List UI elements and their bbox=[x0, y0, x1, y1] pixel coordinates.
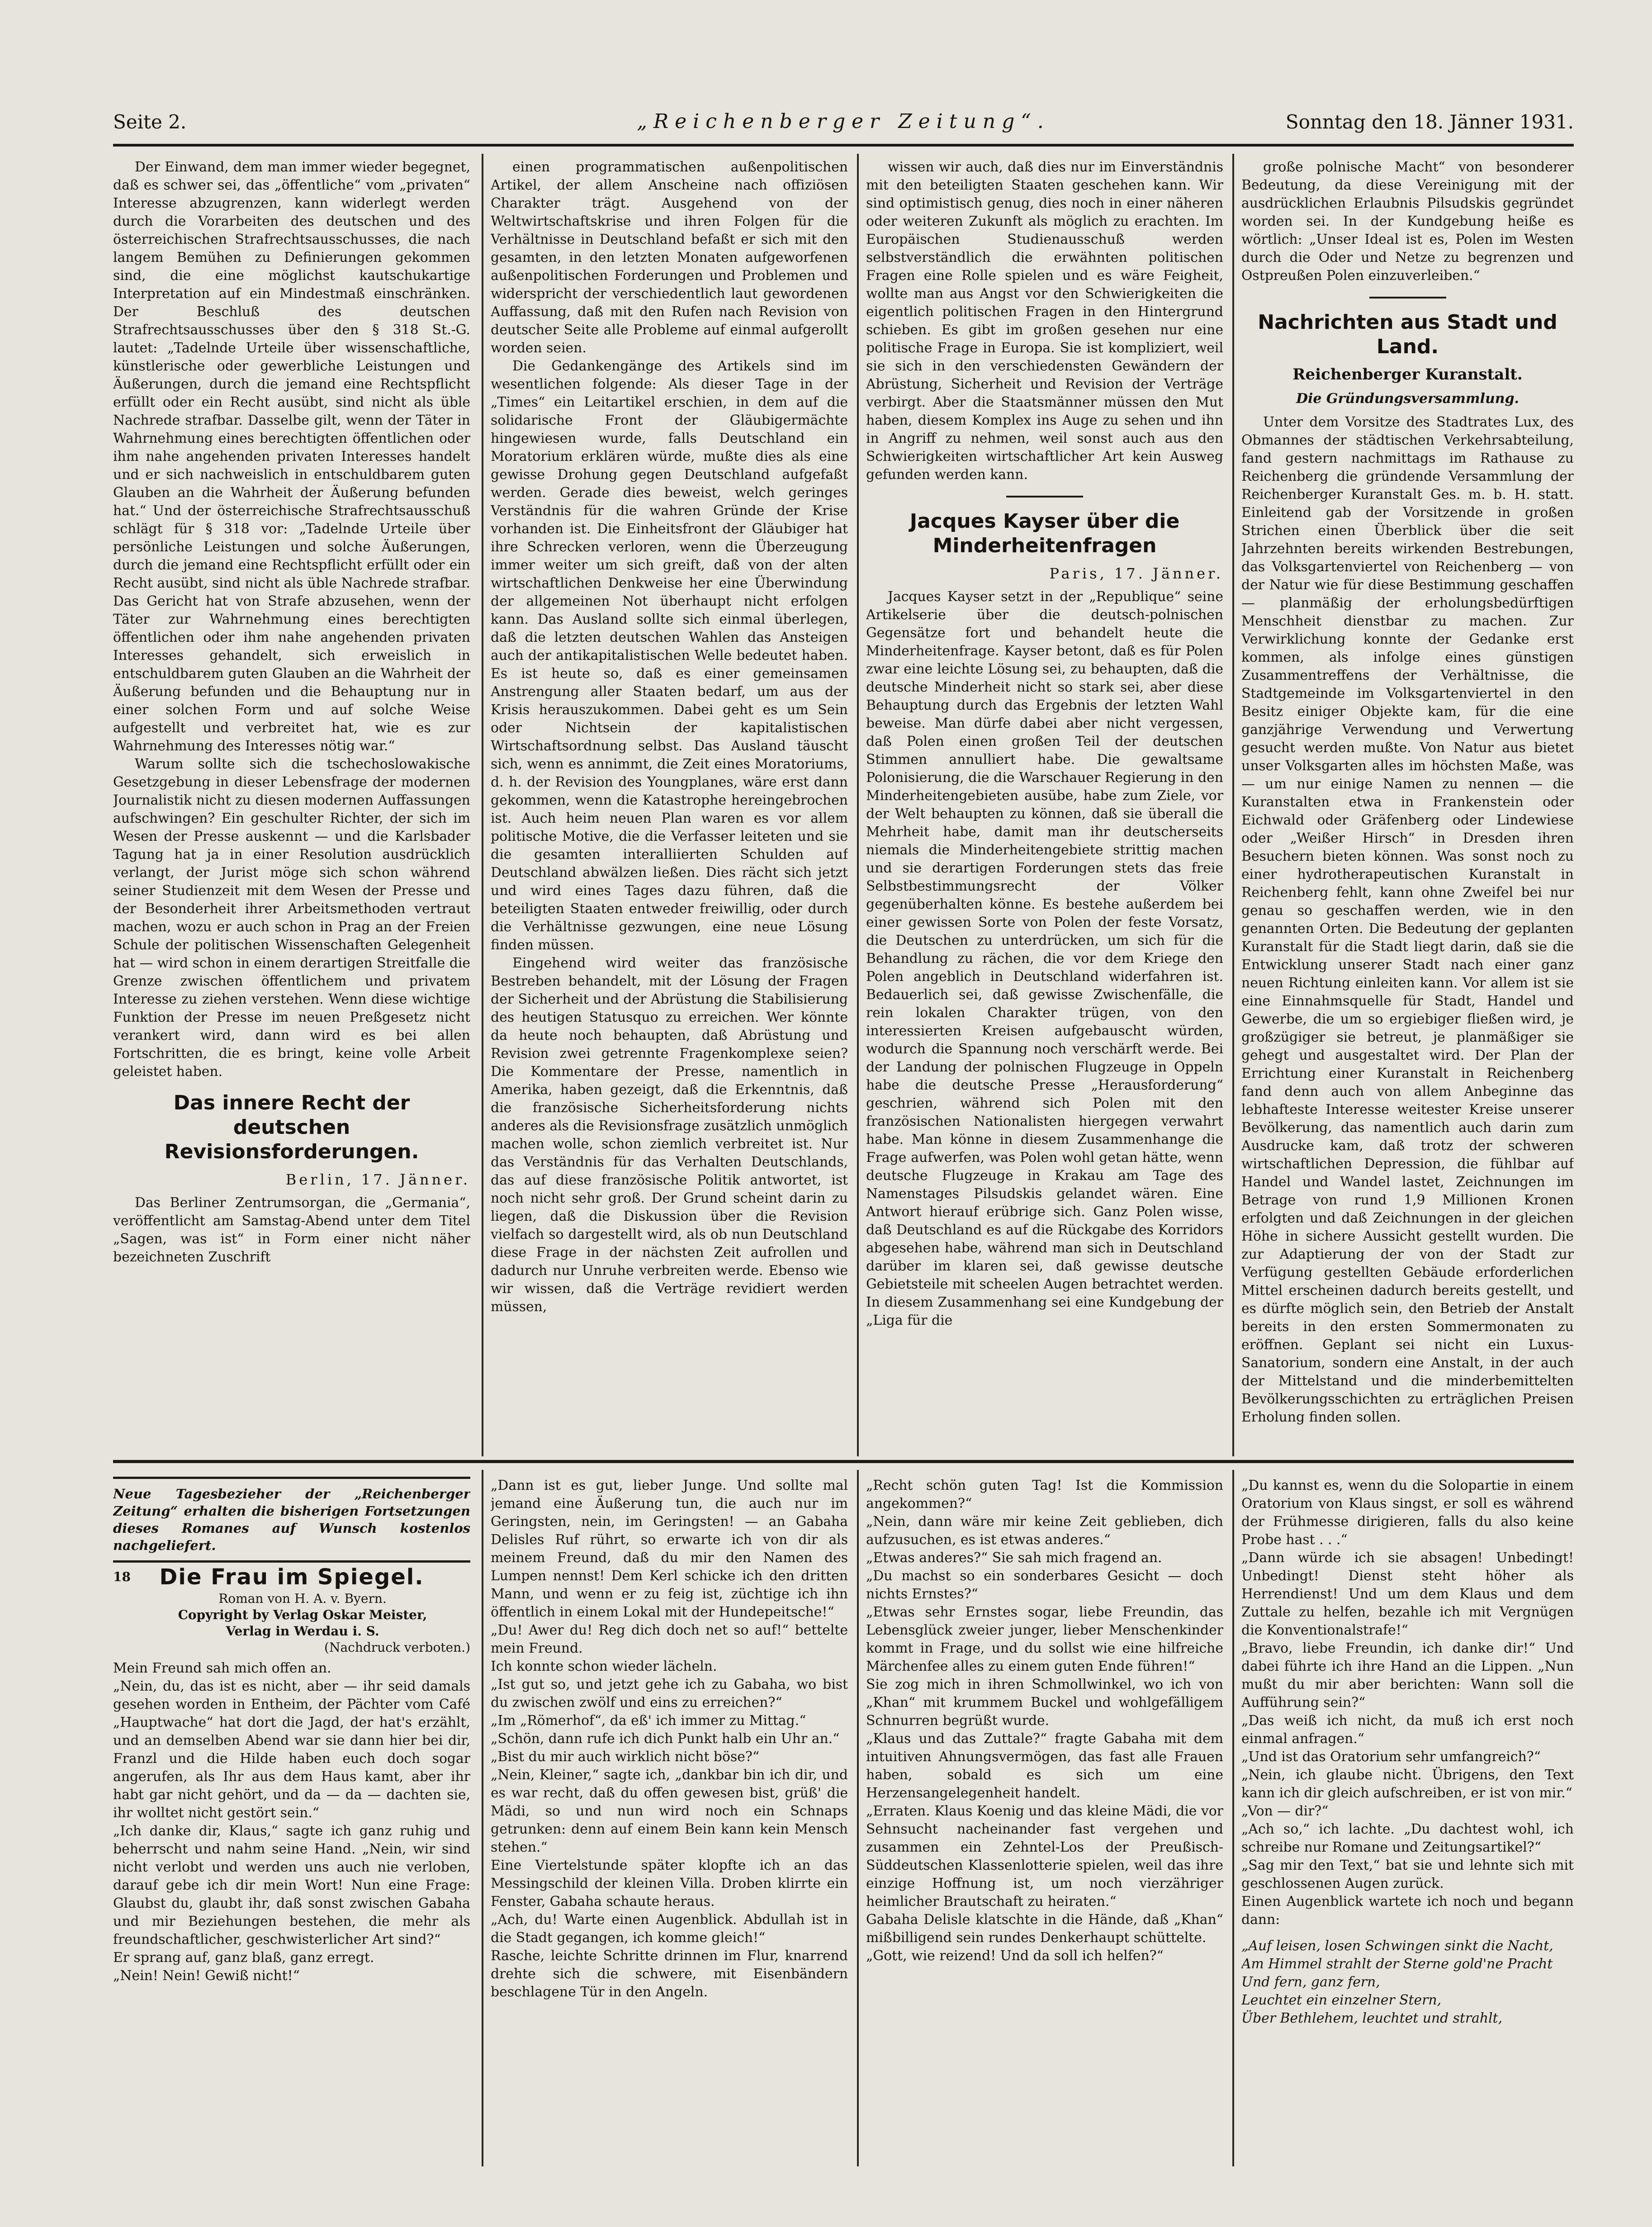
novel-title-block bbox=[113, 1564, 470, 1590]
section-separator bbox=[1369, 297, 1446, 299]
section-separator bbox=[1006, 496, 1083, 498]
novel-column-1 bbox=[113, 1477, 470, 2164]
poem-excerpt bbox=[1241, 1937, 1574, 2028]
article-column-1 bbox=[113, 158, 470, 1456]
novel-column-2 bbox=[491, 1477, 848, 2164]
novel-text: Mein Freund sah mich offen an. „Nein, du, das ist es nicht, aber — ihr seid damals gesehen worden in Entheim, der Pächter vom Café „Hauptwache“ hat dort die Jagd, der hat's erzählt, und an demselben Abend war sie dann hier bei dir, Franzl und die Hilde haben euch doch sogar angerufen, als Ihr aus dem Haus kamt, aber ihr habt gar nicht gehört, und da — da — dachten sie, ihr wolltet nicht gestört sein.“ „Ich danke dir, Klaus,“ sagte ich ganz ruhig und beherrscht und nahm seine Hand. „Nein, wir sind nicht verlobt und werden uns auch nie verloben, darauf gebe ich dir mein Wort! Nun eine Frage: Glaubst du, glaubt ihr, daß sonst zwischen Gabaha und mir Beziehungen bestehen, die mehr als freundschaftlicher, geschwisterlicher Art sind?“ Er sprang auf, ganz blaß, ganz erregt. „Nein! Nein! Gewiß nicht!“ bbox=[113, 1660, 470, 1984]
masthead: „Reichenberger Zeitung“. bbox=[637, 110, 1050, 133]
header-rule bbox=[113, 144, 1574, 147]
article-paragraph: Warum sollte sich die tschechoslowakische Gesetzgebung in dieser Lebensfrage der modernen Journalistik nicht zu diesen modernen Auffassungen aufschwingen? Ein geschulter Richter, der sich im Wesen der Presse auskennt — und die Karlsbader Tagung hat ja in einer Resolution ausdrücklich verlangt, der Jurist möge sich schon während seiner Studienzeit mit dem Wesen der Presse und der Besonderheit ihrer Arbeitsmethoden vertraut machen, wozu er auch schon in Prag an der Freien Schule der politischen Wissenschaften Gelegenheit hat — wird schon in einem derartigen Streitfalle die Grenze zwischen öffentlichem und privatem Interesse zu ziehen verstehen. Wenn diese wichtige Funktion der Presse im neuen Preßgesetz nicht verankert wird, dann wird es bei allen Fortschritten, die es bringt, keine volle Arbeit geleistet haben. bbox=[113, 756, 470, 1080]
poem-line: Leuchtet ein einzelner Stern, bbox=[1241, 1992, 1442, 2008]
novel-column-4 bbox=[1241, 1477, 1574, 2164]
installment-number: 18 bbox=[113, 1569, 131, 1584]
novel-author: Roman von H. A. v. Byern. bbox=[218, 1591, 387, 1606]
article-dateline: Berlin, 17. Jänner. bbox=[285, 1171, 470, 1188]
column-rule bbox=[482, 154, 483, 1456]
column-rule bbox=[482, 1470, 483, 2166]
article-column-4 bbox=[1241, 158, 1574, 1456]
article-headline: Das innere Recht der deutschen Revisionsforderungen. bbox=[164, 1091, 419, 1163]
feuilleton-divider bbox=[113, 1460, 1574, 1463]
novel-title: Die Frau im Spiegel. bbox=[159, 1564, 424, 1590]
section-headline: Nachrichten aus Stadt und Land. bbox=[1258, 311, 1557, 358]
article-paragraph: Die Gedankengänge des Artikels sind im wesentlichen folgende: Als dieser Tage in der „Times“ ein Leitartikel erschien, in dem auf die solidarische Front der Gläubigermächte hingewiesen wurde, falls Deutschland ein Moratorium erklären würde, mußte dies als eine gewisse Drohung gegen Deutschland aufgefaßt werden. Gerade dies beweist, welch geringes Verständnis für die wahren Gründe der Krise vorhanden ist. Die Einheitsfront der Gläubiger hat ihre Schrecken verloren, wenn die Überzeugung immer weiter um sich greift, daß von der alten wirtschaftlichen Denkweise her eine Überwindung der allgemeinen Not überhaupt nicht erfolgen kann. Das Ausland sollte sich einmal überlegen, daß die letzten deutschen Wahlen das Ansteigen auch der antikapitalistischen Welle bedeutet haben. Es ist heute so, daß es einer gemeinsamen Anstrengung aller Staaten bedarf, um aus der Krisis herauszukommen. Dabei geht es um Sein oder Nichtsein der kapitalistischen Wirtschaftsordnung selbst. Das Ausland täuscht sich, wenn es annimmt, die Zeit eines Moratoriums, d. h. der Revision des Youngplanes, wäre erst dann gekommen, wenn die Katastrophe hereingebrochen ist. Auch heim neuen Plan waren es vor allem politische Motive, die die Verfasser leiteten und sie die gesamten interalliierten Schulden auf Deutschland abwälzen ließen. Dies rächt sich jetzt und wird eines Tages dazu führen, daß die beteiligten Staaten entweder freiwillig, oder durch die Verhältnisse gezwungen, eine neue Lösung finden müssen. bbox=[491, 358, 848, 953]
article-subheadline: Die Gründungsversammlung. bbox=[1296, 391, 1519, 407]
subscriber-notice: Neue Tagesbezieher der „Reichenberger Zeitung“ erhalten die bisherigen Fortsetzungen dieses Romanes auf Wunsch kostenlos nachgeliefert. bbox=[113, 1477, 470, 1563]
publisher-line: Verlag in Werdau i. S. bbox=[226, 1624, 379, 1639]
page-header bbox=[113, 97, 1574, 147]
article-paragraph: Jacques Kayser setzt in der „Republique“ seine Artikelserie über die deutsch-polnischen Gegensätze fort und behandelt heute die Minderheitenfrage. Kayser betont, daß es für Polen zwar eine leichte Lösung sei, zu behaupten, daß die deutsche Minderheit nicht so stark sei, aber diese Behauptung durch das Ergebnis der letzten Wahl beweise. Man dürfe dabei aber nicht vergessen, daß Polen einen großen Teil der deutschen Stimmen annulliert habe. Die gewaltsame Polonisierung, die die Warschauer Regierung in den Minderheitengebieten ausübe, habe zum Ziele, vor der Welt behaupten zu können, daß sie überall die Mehrheit habe, damit man ihr deutscherseits niemals die Minderheitengebiete strittig machen und sie derartigen Forderungen stets das freie Selbstbestimmungsrecht der Völker gegenüberhalten könne. Es bestehe außerdem bei einer gewissen Sorte von Polen der feste Vorsatz, die Deutschen zu unterdrücken, um sich für die Behandlung zu rächen, die vor dem Kriege den Polen angeblich in Deutschland widerfahren ist. Bedauerlich sei, daß gewisse Zwischenfälle, die rein lokalen Charakter trügen, von den interessierten Kreisen aufgebauscht würden, wodurch die Spannung noch verschärft werde. Bei der Landung der polnischen Flugzeuge in Oppeln habe die deutsche Presse „Herausforderung“ geschrien, während sich Polen mit den französischen Nationalisten hiergegen verwahrt habe. Man könne in diesem Zusammenhange die Frage aufwerfen, was Polen wohl getan hätte, wenn deutsche Flugzeuge in Krakau am Tage des Namenstages Pilsudskis gelandet wären. Eine Antwort hierauf erübrige sich. Ganz Polen wisse, daß Deutschland es auf die Rückgabe des Korridors abgesehen habe, während man sich in Deutschland darüber im klaren sei, daß gewisse deutsche Gebietsteile mit scheelen Augen betrachtet werden. In diesem Zusammenhang sei eine Kundgebung der „Liga für die bbox=[866, 589, 1223, 1328]
poem-line: Und fern, ganz fern, bbox=[1241, 1974, 1380, 1990]
article-paragraph: Eingehend wird weiter das französische Bestreben behandelt, mit der Lösung der Fragen der Sicherheit und der Abrüstung die Stabilisierung des heutigen Statusquo zu erreichen. Wer könnte da heute noch behaupten, daß Abrüstung und Revision zwei getrennte Fragenkomplexe seien? Die Kommentare der Presse, namentlich in Amerika, haben gezeigt, daß die Erkenntnis, daß die französische Sicherheitsforderung nichts anderes als die Revisionsfrage zusätzlich unmöglich machen wolle, schon ziemlich verbreitet ist. Nur das Verständnis für das Verhalten Deutschlands, das auf diese französische Politik antwortet, ist noch nicht sehr groß. Der Grund scheint darin zu liegen, daß die Diskussion über die Revision vielfach so dargestellt wird, als ob nun Deutschland diese Frage in der nächsten Zeit aufrollen und dadurch nur Unruhe verbreiten werde. Ebenso wie wir wissen, daß die Verträge revidiert werden müssen, bbox=[491, 955, 848, 1315]
column-rule bbox=[857, 154, 859, 1456]
copyright-line: Copyright by Verlag Oskar Meister, bbox=[178, 1607, 427, 1622]
article-paragraph: große polnische Macht“ von besonderer Bedeutung, da diese Vereinigung mit der ausdrücklichen Erlaubnis Pilsudskis gegründet worden sei. In der Kundgebung heiße es wörtlich: „Unser Ideal ist es, Polen im Westen durch die Oder und Netze zu begrenzen und Ostpreußen Polen einzuverleiben.“ bbox=[1241, 159, 1574, 284]
article-paragraph: Unter dem Vorsitze des Stadtrates Lux, des Obmannes der städtischen Verkehrsabteilung, fand gestern nachmittags im Rathause zu Reichenberg die gründende Versammlung der Reichenberger Kuranstalt Ges. m. b. H. statt. Einleitend gab der Vorsitzende in großen Strichen einen Überblick über die seit Jahrzehnten bereits wirkenden Bestrebungen, das Volksgartenviertel von Reichenberg — von der Natur wie für diese Bestimmung geschaffen — planmäßig der erholungsbedürftigen Menschheit dienstbar zu machen. Zur Verwirklichung konnte der Gedanke erst kommen, als infolge eines günstigen Zusammentreffens der Verhältnisse, die Stadtgemeinde im Volksgartenviertel in den Besitz einiger Objekte kam, für die eine ganzjährige Verwendung und Verwertung gesucht werden mußte. Von Natur aus bietet unser Volksgarten alles im höchsten Maße, was — um nur einige Namen zu nennen — die Kuranstalten etwa in Frankenstein oder Eichwald oder Gräfenberg oder Lindewiese oder „Weißer Hirsch“ in Dresden ihren Besuchern bieten können. Was sonst noch zu einer hydrotherapeutischen Kuranstalt in Reichenberg fehlt, kann ohne Zweifel bei nur genau so geschaffen werden, wie in den genannten Orten. Die Bedeutung der geplanten Kuranstalt für die Stadt liegt darin, daß sie die Entwicklung unserer Stadt nach einer ganz neuen Richtung einleiten kann. Vor allem ist sie eine Einnahmsquelle für Stadt, Handel und Gewerbe, die um so ergiebiger fließen wird, je großzügiger sie betreut, je planmäßiger sie gehegt und ausgestaltet wird. Der Plan der Errichtung einer Kuranstalt in Reichenberg fand denn auch von allem Anbeginne das lebhafteste Interesse weitester Kreise unserer Bevölkerung, das namentlich auch darin zum Ausdrucke kam, daß trotz der schweren wirtschaftlichen Depression, die fühlbar auf Handel und Wandel lastet, Zeichnungen im Betrage von rund 1,9 Millionen Kronen erfolgten und daß Zeichnungen in der gleichen Höhe in sichere Aussicht gestellt wurden. Die zur Adaptierung der von der Stadt zur Verfügung gestellten Gebäude erforderlichen Mittel erscheinen dadurch bereits gestellt, und es dürfte möglich sein, den Betrieb der Anstalt bereits in den ersten Sommermonaten zu eröffnen. Geplant sei nicht ein Luxus-Sanatorium, sondern eine Anstalt, in der auch der Mittelstand und die minderbemittelten Bevölkerungsschichten zu erträglichen Preisen Erholung finden sollen. bbox=[1241, 414, 1574, 1425]
article-paragraph: einen programmatischen außenpolitischen Artikel, der allem Anscheine nach offiziösen Charakter trägt. Ausgehend von der Weltwirtschaftskrise und ihren Folgen für die Verhältnisse in Deutschland befaßt er sich mit den gesamten, in den letzten Monaten aufgeworfenen außenpolitischen Forderungen und Problemen und widerspricht der verschiedentlich laut gewordenen Auffassung, daß mit den Rufen nach Revision von deutscher Seite alle Probleme auf einmal aufgerollt worden seien. bbox=[491, 159, 848, 356]
column-rule bbox=[1232, 1470, 1234, 2166]
page-number: Seite 2. bbox=[113, 111, 187, 133]
article-headline: Reichenberger Kuranstalt. bbox=[1292, 365, 1523, 384]
article-paragraph: wissen wir auch, daß dies nur im Einverständnis mit den beteiligten Staaten geschehen kann. Wir sind optimistisch genug, dies noch in einer näheren oder weiteren Zukunft als möglich zu erachten. Im Europäischen Studienausschuß werden selbstverständlich die erwähnten politischen Fragen eine Rolle spielen und es wäre Feigheit, wollte man aus Angst vor den Schwierigkeiten die eigentlich politischen Fragen in den Hintergrund schieben. Es gibt im großen gesehen nur eine politische Frage in Europa. Sie ist kompliziert, weil sie sich in den verschiedensten Gewändern der Abrüstung, Sicherheit und Revision der Verträge verbirgt. Aber die Staatsmänner müssen den Mut haben, diesem Komplex ins Auge zu sehen und ihn in Angriff zu nehmen, weil sonst auch aus den Schwierigkeiten wirtschaftlicher Art kein Ausweg gefunden werden kann. bbox=[866, 159, 1223, 483]
column-rule bbox=[1232, 154, 1234, 1456]
novel-text: „Recht schön guten Tag! Ist die Kommission angekommen?“ „Nein, dann wäre mir keine Zeit geblieben, dich aufzusuchen, es ist etwas anderes.“ „Etwas anderes?“ Sie sah mich fragend an. „Du machst so ein sonderbares Gesicht — doch nichts Ernstes?“ „Etwas sehr Ernstes sogar, liebe Freundin, das Lebensglück zweier junger, lieber Menschenkinder kommt in Frage, und du sollst wie eine hilfreiche Märchenfee alles zu einem guten Ende führen!“ Sie zog mich in ihren Schmollwinkel, wo ich von „Khan“ mit krummem Buckel und wohlgefälligem Schnurren begrüßt wurde. „Klaus und das Zuttale?“ fragte Gabaha mit dem intuitiven Ahnungsvermögen, das fast alle Frauen haben, sobald es sich um eine Herzensangelegenheit handelt. „Erraten. Klaus Koenig und das kleine Mädi, die vor Sehnsucht nacheinander fast vergehen und zusammen ein Zehntel-Los der Preußisch-Süddeutschen Klassenlotterie spielen, weil das ihre einzige Hoffnung ist, um noch vierzähriger heimlicher Brautschaft zu heiraten.“ Gabaha Delisle klatschte in die Hände, daß „Khan“ mißbilligend sein rundes Denkerhaupt schüttelte. „Gott, wie reizend! Und da soll ich helfen?“ bbox=[866, 1478, 1223, 1964]
article-dateline: Paris, 17. Jänner. bbox=[1049, 565, 1223, 582]
issue-date: Sonntag den 18. Jänner 1931. bbox=[1285, 111, 1574, 133]
column-rule bbox=[857, 1470, 859, 2166]
article-column-2 bbox=[491, 158, 848, 1456]
article-paragraph: Das Berliner Zentrumsorgan, die „Germania“, veröffentlicht am Samstag-Abend unter dem Titel „Sagen, was ist“ in Form einer nicht näher bezeichneten Zuschrift bbox=[113, 1195, 470, 1265]
article-column-3 bbox=[866, 158, 1223, 1456]
reprint-notice: (Nachdruck verboten.) bbox=[324, 1640, 470, 1655]
novel-text: „Dann ist es gut, lieber Junge. Und sollte mal jemand eine Äußerung tun, die auch nur im Geringsten, nein, im Geringsten! — an Gabaha Delisles Ruf rührt, so erwarte ich von dir als meinem Freund, daß du mir den Namen des Lumpen nennst! Dem Kerl schicke ich den dritten Mann, und wenn er zu feig ist, züchtige ich ihn öffentlich in einem Lokal mit der Hundepeitsche!“ „Du! Awer du! Reg dich doch net so auf!“ bettelte mein Freund. Ich konnte schon wieder lächeln. „Ist gut so, und jetzt gehe ich zu Gabaha, wo bist du zwischen zwölf und eins zu erreichen?“ „Im „Römerhof“, da eß' ich immer zu Mittag.“ „Schön, dann rufe ich dich Punkt halb ein Uhr an.“ „Bist du mir auch wirklich nicht böse?“ „Nein, Kleiner,“ sagte ich, „dankbar bin ich dir, und es war recht, daß du offen gewesen bist, grüß' die Mädi, so und nun wird noch ein Schnaps getrunken: denn auf einem Bein kann kein Mensch stehen.“ Eine Viertelstunde später klopfte ich an das Messingschild der kleinen Villa. Droben klirrte ein Fenster, Gabaha schaute heraus. „Ach, du! Warte einen Augenblick. Abdullah ist in die Stadt gegangen, ich komme gleich!“ Rasche, leichte Schritte drinnen im Flur, knarrend drehte sich die schwere, mit Eisenbändern beschlagene Tür in den Angeln. bbox=[491, 1478, 848, 2000]
poem-line: Am Himmel strahlt der Sterne gold'ne Pracht bbox=[1241, 1956, 1553, 1972]
article-paragraph: Der Einwand, dem man immer wieder begegnet, daß es schwer sei, das „öffentliche“ vom „privaten“ Interesse abzugrenzen, kann widerlegt werden durch die Vorarbeiten des deutschen und des österreichischen Strafrechtsausschusses, die nach langem Bemühen zu Definierungen gekommen sind, die eine möglichst kautschukartige Interpretation auf ein Mindestmaß einschränken. Der Beschluß des deutschen Strafrechtsausschusses über den § 318 St.-G. lautet: „Tadelnde Urteile über wissenschaftliche, künstlerische oder gewerbliche Leistungen und Äußerungen, durch die jemand eine Rechtspflicht erfüllt oder ein Recht ausübt, sind nicht als üble Nachrede strafbar. Dasselbe gilt, wenn der Täter in Wahrnehmung eines berechtigten öffentlichen oder ihm nahe angehenden privaten Interesses handelt und er sich nachweislich in entschuldbarem guten Glauben an die Wahrheit der Äußerung befunden hat.“ Und der österreichische Strafrechtsausschuß schlägt für § 318 vor: „Tadelnde Urteile über persönliche Leistungen und solche Äußerungen, durch die jemand eine Rechtspflicht erfüllt oder ein Recht ausübt, sind nicht als üble Nachrede strafbar. Das Gericht hat von Strafe abzusehen, wenn der Täter zur Wahrnehmung eines berechtigten öffentlichen oder ihm nahe angehenden privaten Interesses gehandelt, sich erweislich in entschuldbarem guten Glauben an die Wahrheit der Äußerung befunden und die Behauptung nur in einer solchen Form und auf solche Weise aufgestellt und verbreitet hat, wie es zur Wahrnehmung des Interesses nötig war.“ bbox=[113, 159, 470, 754]
novel-text: „Du kannst es, wenn du die Solopartie in einem Oratorium von Klaus singst, er soll es während der Frühmesse dirigieren, falls du also keine Probe hast . . .“ „Dann würde ich sie absagen! Unbedingt! Unbedingt! Dienst steht höher als Herrendienst! Und um dem Klaus und dem Zuttale zu helfen, bezahle ich mit Vergnügen die Konventionalstrafe!“ „Bravo, liebe Freundin, ich danke dir!“ Und dabei führte ich ihre Hand an die Lippen. „Nun mußt du mir aber berichten: Wann soll die Aufführung sein?“ „Das weiß ich nicht, da muß ich erst noch einmal anfragen.“ „Und ist das Oratorium sehr umfangreich?“ „Nein, ich glaube nicht. Übrigens, den Text kann ich dir gleich aufschreiben, er ist von mir.“ „Von — dir?“ „Ach so,“ ich lachte. „Du dachtest wohl, ich schreibe nur Romane und Zeitungsartikel?“ „Sag mir den Text,“ bat sie und lehnte sich mit geschlossenen Augen zurück. Einen Augenblick wartete ich noch und begann dann: bbox=[1241, 1478, 1574, 1928]
article-headline: Jacques Kayser über die Minderheitenfragen bbox=[909, 510, 1180, 557]
novel-column-3 bbox=[866, 1477, 1223, 2164]
poem-line: „Auf leisen, losen Schwingen sinkt die Nacht, bbox=[1241, 1938, 1553, 1954]
poem-line: Über Bethlehem, leuchtet und strahlt, bbox=[1241, 2010, 1503, 2026]
